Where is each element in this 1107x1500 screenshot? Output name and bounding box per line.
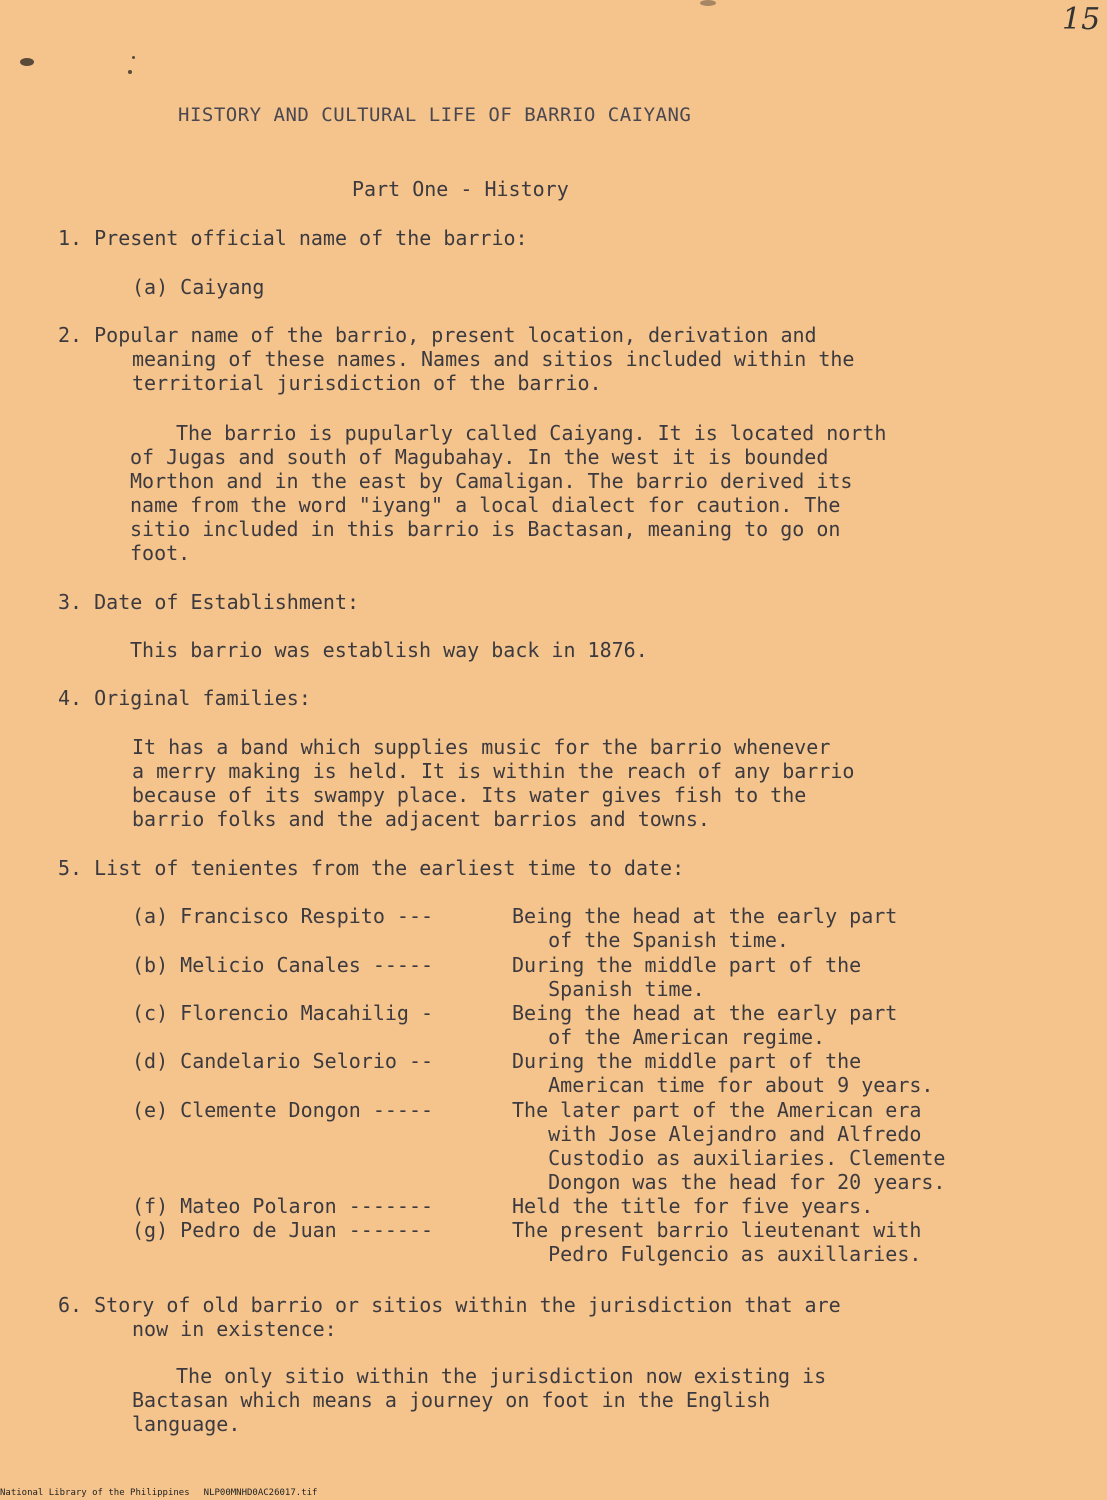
answer-6-line: The only sitio within the jurisdiction now existing is	[176, 1364, 827, 1388]
teniente-desc: of the Spanish time.	[512, 928, 789, 952]
question-6-line: 6. Story of old barrio or sitios within the jurisdiction that are	[58, 1293, 841, 1317]
question-4: 4. Original families:	[58, 686, 311, 710]
question-1: 1. Present official name of the barrio:	[58, 226, 528, 250]
answer-2-line: name from the word "iyang" a local dialect for caution. The	[130, 493, 841, 517]
stain-mark	[20, 58, 34, 66]
answer-2-line: The barrio is pupularly called Caiyang. It is located north	[176, 421, 887, 445]
teniente-desc: Held the title for five years.	[512, 1194, 874, 1218]
answer-4-line: It has a band which supplies music for the barrio whenever	[132, 735, 831, 759]
teniente-row	[132, 1049, 861, 1073]
scan-footer	[0, 1488, 331, 1498]
question-2-line: territorial jurisdiction of the barrio.	[132, 371, 602, 395]
document-title: HISTORY AND CULTURAL LIFE OF BARRIO CAIYANG	[178, 104, 692, 126]
teniente-row	[132, 953, 861, 977]
answer-2-line: Morthon and in the east by Camaligan. The barrio derived its	[130, 469, 853, 493]
teniente-name: (b) Melicio Canales -----	[132, 953, 434, 977]
answer-1: (a) Caiyang	[132, 275, 265, 299]
teniente-row	[132, 1098, 921, 1122]
teniente-desc: Pedro Fulgencio as auxillaries.	[512, 1242, 922, 1266]
teniente-desc: with Jose Alejandro and Alfredo	[512, 1122, 922, 1146]
teniente-name: (f) Mateo Polaron -------	[132, 1194, 434, 1218]
answer-2-line: of Jugas and south of Magubahay. In the west it is bounded	[130, 445, 829, 469]
question-5: 5. List of tenientes from the earliest time to date:	[58, 856, 685, 880]
teniente-row	[132, 904, 897, 928]
question-6-line: now in existence:	[132, 1317, 337, 1341]
teniente-desc: The later part of the American era	[512, 1098, 922, 1122]
teniente-desc: Custodio as auxiliaries. Clemente	[512, 1146, 946, 1170]
answer-6-line: language.	[132, 1412, 241, 1436]
page-number: 15	[1062, 2, 1101, 37]
answer-2-line: sitio included in this barrio is Bactasan, meaning to go on	[130, 517, 841, 541]
part-heading: Part One - History	[352, 177, 569, 201]
teniente-desc: Spanish time.	[512, 977, 705, 1001]
teniente-name: (d) Candelario Selorio --	[132, 1049, 434, 1073]
teniente-desc: The present barrio lieutenant with	[512, 1218, 922, 1242]
answer-4-line: barrio folks and the adjacent barrios and towns.	[132, 807, 710, 831]
teniente-desc: Dongon was the head for 20 years.	[512, 1170, 946, 1194]
answer-2-line: foot.	[130, 541, 191, 565]
teniente-desc: During the middle part of the	[512, 1049, 862, 1073]
question-2-line: meaning of these names. Names and sitios included within the	[132, 347, 855, 371]
answer-4-line: a merry making is held. It is within the reach of any barrio	[132, 759, 855, 783]
teniente-row	[132, 1001, 897, 1025]
answer-3: This barrio was establish way back in 1876.	[130, 638, 648, 662]
stain-mark	[128, 70, 132, 74]
teniente-name: (c) Florencio Macahilig -	[132, 1001, 434, 1025]
question-3: 3. Date of Establishment:	[58, 590, 360, 614]
stain-mark	[700, 0, 716, 6]
answer-4-line: because of its swampy place. Its water gives fish to the	[132, 783, 807, 807]
teniente-row	[132, 1194, 873, 1218]
teniente-name: (g) Pedro de Juan -------	[132, 1218, 434, 1242]
question-2-line: 2. Popular name of the barrio, present location, derivation and	[58, 323, 817, 347]
teniente-desc: During the middle part of the	[512, 953, 862, 977]
stain-mark	[132, 56, 135, 59]
teniente-desc: Being the head at the early part	[512, 904, 898, 928]
answer-6-line: Bactasan which means a journey on foot in the English	[132, 1388, 771, 1412]
teniente-desc: Being the head at the early part	[512, 1001, 898, 1025]
teniente-desc: American time for about 9 years.	[512, 1073, 934, 1097]
teniente-desc: of the American regime.	[512, 1025, 826, 1049]
library-name: National Library of the Philippines	[0, 1488, 190, 1498]
teniente-name: (a) Francisco Respito ---	[132, 904, 434, 928]
teniente-row	[132, 1218, 921, 1242]
teniente-name: (e) Clemente Dongon -----	[132, 1098, 434, 1122]
file-name: NLP00MNHD0AC26017.tif	[203, 1488, 318, 1498]
